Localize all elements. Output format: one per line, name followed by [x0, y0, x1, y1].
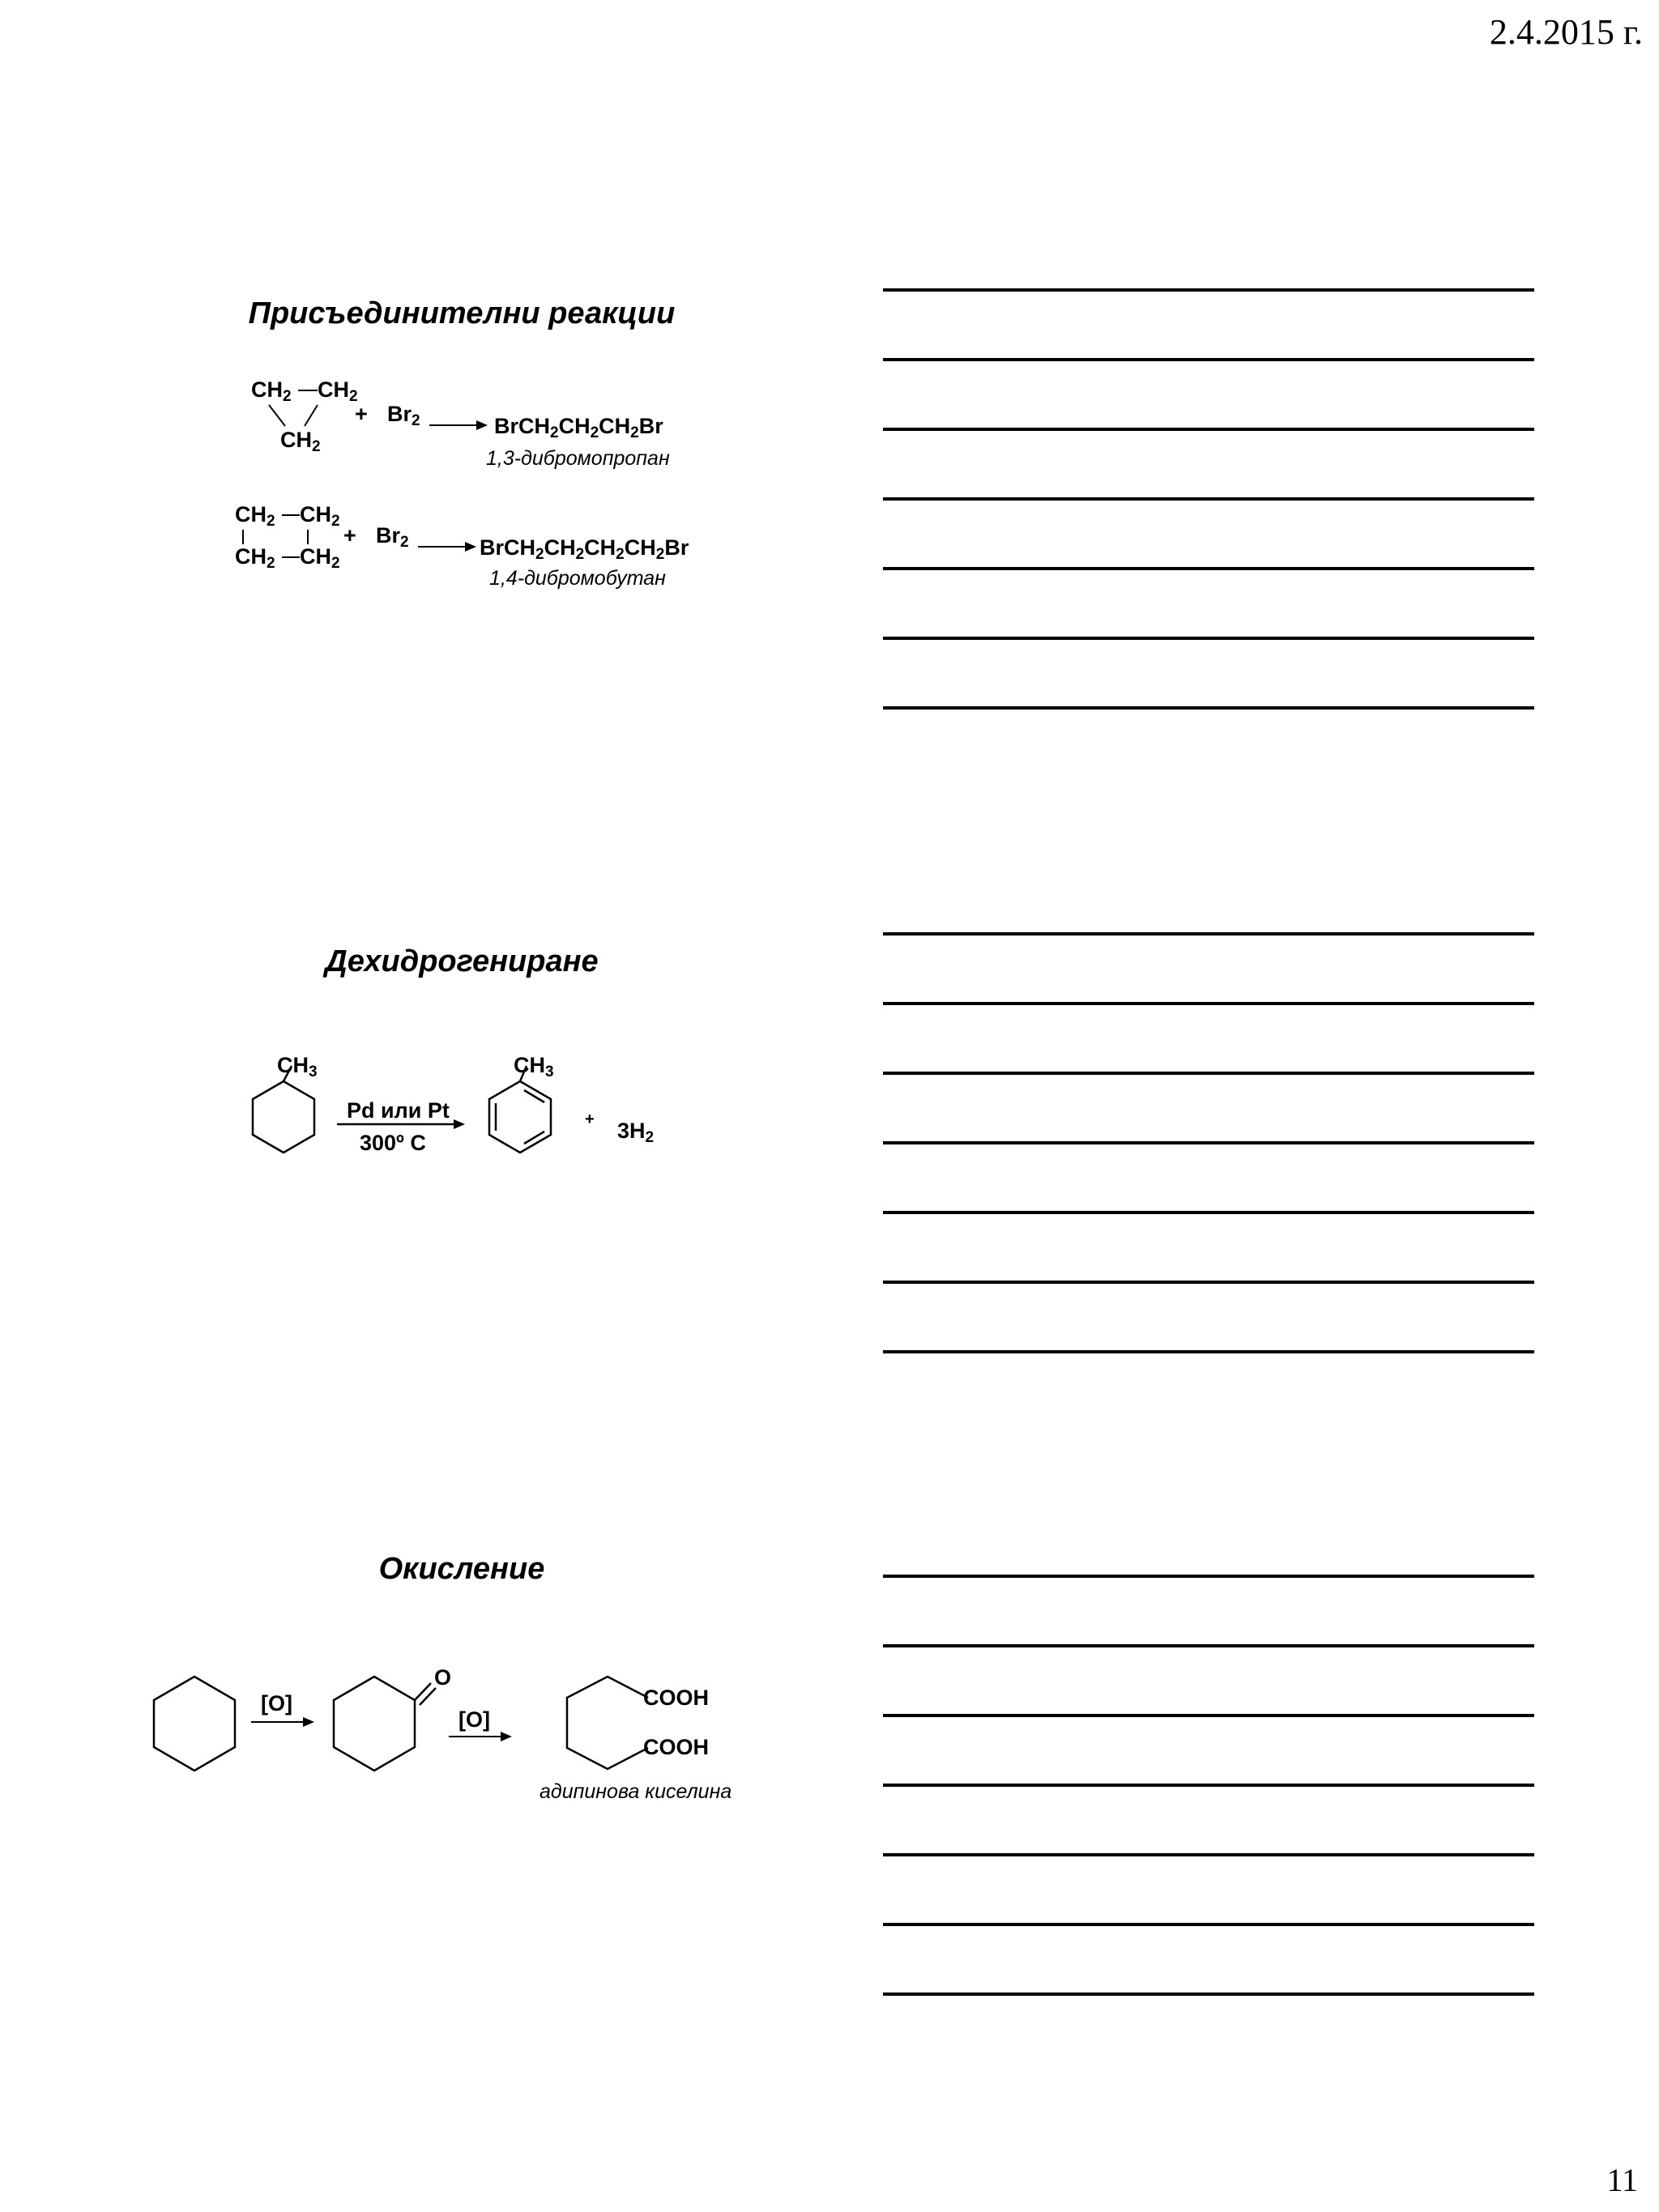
svg-text:CH2: CH2	[318, 377, 358, 405]
byproduct-hydrogen: 3H2	[617, 1119, 655, 1146]
dehydrogenation-diagram	[130, 915, 794, 1272]
note-line	[883, 1575, 1534, 1578]
slide-title: Окисление	[378, 1552, 545, 1586]
product-formula: BrCH2CH2CH2Br	[494, 414, 663, 441]
note-line	[883, 1784, 1534, 1787]
svg-text:CH2: CH2	[235, 544, 275, 572]
note-line	[883, 288, 1534, 292]
svg-text:CH2: CH2	[300, 544, 340, 572]
svg-text:O: O	[434, 1665, 452, 1690]
note-line	[883, 637, 1534, 640]
page-number: 11	[1606, 2162, 1638, 2198]
slide-dehydrogenation	[130, 915, 794, 1385]
plus-sign: +	[343, 523, 356, 548]
note-line	[883, 497, 1534, 501]
note-line	[883, 1072, 1534, 1075]
note-line	[883, 1644, 1534, 1647]
slide-addition-reactions	[130, 267, 794, 737]
svg-text:CH2: CH2	[235, 502, 275, 530]
note-line	[883, 1281, 1534, 1284]
plus-sign: +	[355, 402, 368, 426]
svg-text:CH3: CH3	[514, 1053, 554, 1080]
note-line	[883, 1853, 1534, 1856]
svg-text:CH2: CH2	[300, 502, 340, 530]
svg-text:COOH: COOH	[643, 1735, 709, 1759]
svg-text:CH2: CH2	[280, 428, 321, 455]
note-line	[883, 567, 1534, 570]
svg-text:CH3: CH3	[277, 1053, 318, 1080]
cyclopropane-structure	[251, 377, 358, 455]
adipic-acid-structure	[567, 1677, 709, 1769]
note-line	[883, 932, 1534, 936]
note-line	[883, 358, 1534, 361]
toluene-structure	[489, 1053, 554, 1153]
note-line	[883, 1141, 1534, 1144]
cyclohexanone-structure	[334, 1665, 451, 1771]
note-line	[883, 428, 1534, 431]
svg-text:CH2: CH2	[251, 377, 292, 405]
addition-reactions-diagram	[130, 267, 794, 624]
svg-text:COOH: COOH	[643, 1686, 709, 1710]
temperature-label: 300º C	[360, 1131, 426, 1155]
reagent-br2: Br2	[387, 402, 420, 429]
note-line	[883, 1993, 1534, 1996]
plus-sign: +	[585, 1110, 595, 1128]
reagent-oxygen: [O]	[458, 1707, 490, 1732]
cyclohexane-structure	[154, 1677, 235, 1771]
slide-title: Присъединителни реакции	[248, 296, 676, 330]
product-name: 1,4-дибромобутан	[489, 567, 666, 590]
note-line	[883, 1714, 1534, 1717]
note-line	[883, 1211, 1534, 1214]
reagent-br2: Br2	[376, 523, 409, 551]
product-name: 1,3-дибромопропан	[486, 447, 670, 470]
slide-oxidation	[130, 1523, 794, 1993]
note-line	[883, 1350, 1534, 1353]
product-formula: BrCH2CH2CH2CH2Br	[480, 535, 689, 563]
product-name: адипинова киселина	[539, 1780, 732, 1803]
slide-title: Дехидрогениране	[325, 944, 599, 978]
note-line	[883, 1002, 1534, 1005]
reagent-oxygen: [O]	[261, 1691, 292, 1715]
note-line	[883, 1923, 1534, 1926]
methylcyclohexane-structure	[253, 1053, 318, 1153]
oxidation-diagram	[130, 1523, 794, 1879]
catalyst-label: Pd или Pt	[347, 1098, 450, 1123]
note-line	[883, 706, 1534, 710]
cyclobutane-structure	[235, 502, 340, 572]
page-date: 2.4.2015 г.	[1489, 12, 1643, 52]
